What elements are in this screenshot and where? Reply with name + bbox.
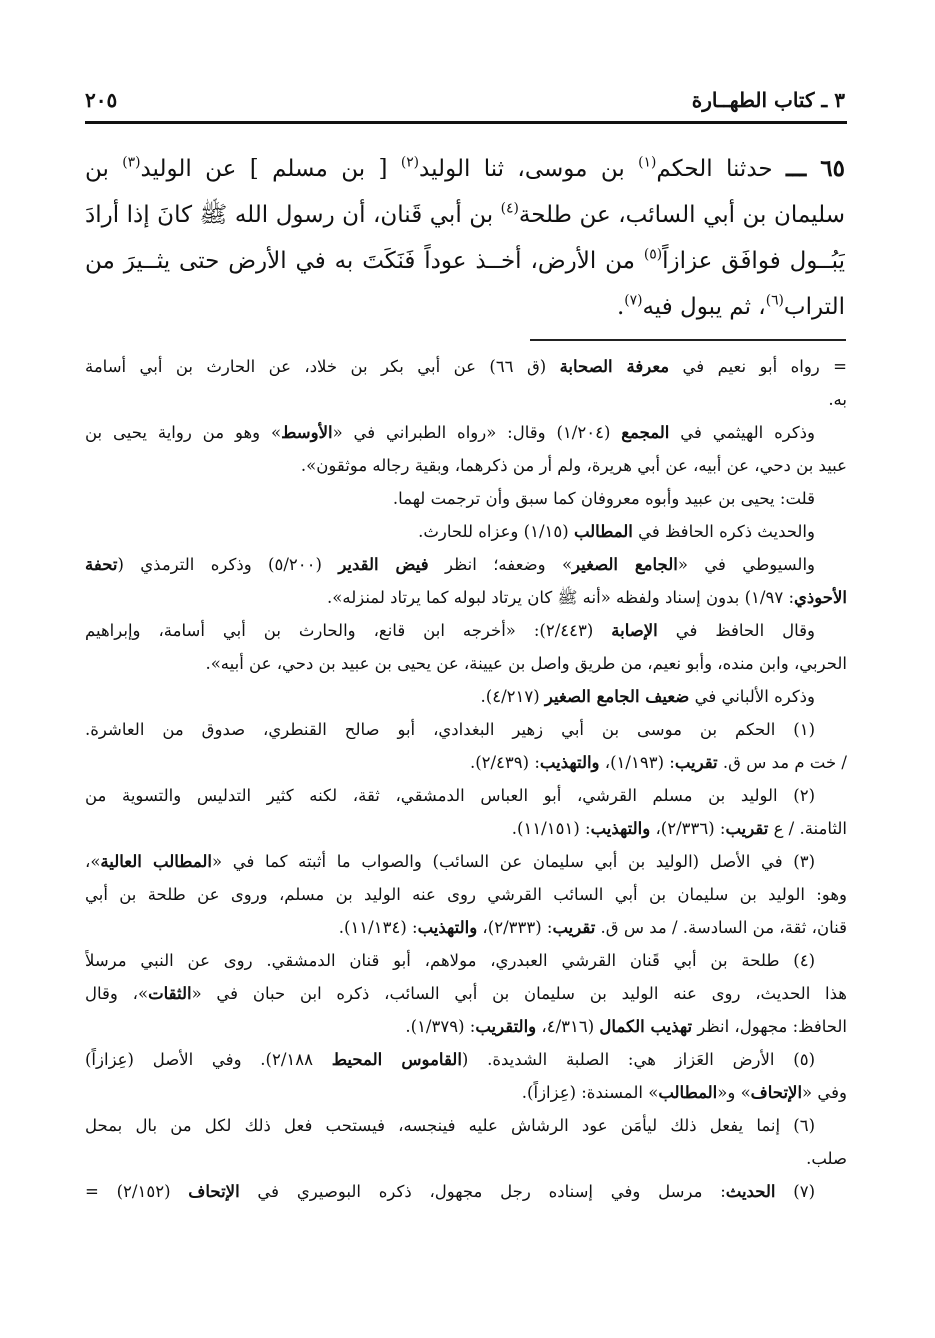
footnote-line (85, 647, 847, 680)
footnote-line (85, 350, 847, 383)
bold-reference: الإصابة (611, 621, 658, 640)
text-segment: قنان، ثقة، من السادسة. / مد س ق. (595, 918, 847, 937)
bold-reference: تهذيب الكمال (599, 1017, 693, 1036)
bold-reference: والتهذيب (417, 918, 478, 937)
footnote-line (85, 449, 847, 482)
text-segment: : (٢/٣٣٦)، (650, 819, 726, 838)
footnote-separator (530, 339, 846, 341)
footnote-line (85, 977, 847, 1010)
bold-reference: معرفة الصحابة (559, 357, 670, 376)
footnote-line (85, 581, 847, 614)
bold-reference: الثقات (148, 984, 192, 1003)
text-segment: (٥/٢٠٠) وذكره الترمذي ( (117, 555, 339, 574)
footnote-marker: (٢) (400, 154, 420, 171)
text-segment: »، (85, 852, 101, 871)
text-segment: (٢/٤٤٣): «أخرجه ابن قانع، والحارث بن أبي أسامة، وإبراهيم (85, 621, 612, 640)
footnote-marker: (١) (638, 154, 657, 171)
text-segment: : مرسل وفي إسناده رجل مجهول، ذكره البوصيري في (239, 1182, 726, 1201)
text-segment: ، ثم يبول فيه (642, 294, 766, 320)
text-segment: ٢/١٨٨). وفي الأصل (عِزازاً) (85, 1050, 332, 1069)
bold-reference: فيض القدير (338, 555, 429, 574)
hadith-line (85, 192, 845, 238)
chapter-title: ٣ ـ كتاب الطهــارة (691, 88, 845, 112)
footnote-line (85, 1010, 847, 1043)
text-segment: بن (85, 156, 123, 182)
footnote-line (85, 1076, 847, 1109)
text-segment: : (٢/٤٣٩). (469, 753, 540, 772)
footnote-line (85, 482, 847, 515)
footnote-line (85, 548, 847, 581)
text-segment: » و« (717, 1083, 751, 1102)
bold-reference: القاموس المحيط (331, 1050, 462, 1069)
footnote-line (85, 614, 847, 647)
hadith-line (85, 284, 845, 330)
footnote-line (85, 680, 847, 713)
text-segment: » وهو من رواية يحيى بن (85, 423, 282, 442)
bold-reference: والتقريب (475, 1017, 537, 1036)
text-segment: (١/١٥) وعزاه للحارث. (418, 522, 574, 541)
footnote-marker: (٤) (500, 200, 519, 217)
bold-reference: ٦٥ ـــ (786, 155, 845, 182)
text-segment: = رواه أبو نعيم في (669, 357, 847, 376)
text-segment: (١) الحكم بن موسى بن أبي زهير البغدادي، أبو صالح القنطري، صدوق من العاشرة. (85, 720, 815, 739)
footnote-line (85, 383, 847, 416)
footnote-line (85, 911, 847, 944)
text-segment: (١/٢٠٤) وقال: «رواه الطبراني في « (332, 423, 622, 442)
bold-reference: المطالب العالية (100, 852, 212, 871)
text-segment: (٧) (775, 1182, 816, 1201)
text-segment: (٦) إنما يفعل ذلك ليأمَن عود الرشاش عليه فينجسه، فيستحب فعل ذلك لكل من بال بمحل (85, 1116, 815, 1135)
hadith-line (85, 146, 845, 192)
bold-reference: الحديث (725, 1182, 776, 1201)
footnote-line (85, 746, 847, 779)
text-segment: سليمان بن أبي السائب، عن طلحة (518, 202, 845, 228)
text-segment: وفي « (802, 1083, 847, 1102)
bold-reference: الأوسط (281, 423, 333, 442)
text-segment: صلب. (806, 1149, 847, 1168)
footnote-line (85, 1142, 847, 1175)
footnote-line (85, 812, 847, 845)
footnote-line (85, 515, 847, 548)
footnote-line (85, 779, 847, 812)
bold-reference: المطالب (658, 1083, 718, 1102)
text-segment: الحافظ: مجهول، انظر (692, 1017, 847, 1036)
footnote-line (85, 1043, 847, 1076)
text-segment: (٢) الوليد بن مسلم القرشي، أبو العباس الدمشقي، ثقة، لكنه كثير التدليس والتسوية من (85, 786, 815, 805)
text-segment: بن موسى، ثنا الوليد (419, 156, 639, 182)
bold-reference: الجامع الصغير (572, 555, 678, 574)
text-segment: يَبُــول فوافَق عزازاً (662, 248, 845, 274)
text-segment: : (١/١٩٣)، (599, 753, 675, 772)
text-segment: (٤/٢١٧). (480, 687, 545, 706)
bold-reference: الإتحاف (750, 1083, 803, 1102)
footnote-line (85, 1175, 847, 1208)
text-segment: وذكره الألباني في (689, 687, 815, 706)
footnote-line (85, 878, 847, 911)
text-segment: (٤) طلحة بن أبي قَنان القرشي العبدري، مولاهم، أبو قنان الدمشقي. روى عن النبي مرسلاً (85, 951, 815, 970)
hadith-line (85, 238, 845, 284)
footnote-line (85, 416, 847, 449)
bold-reference: المجمع (621, 423, 670, 442)
text-segment: »، وقال (85, 984, 149, 1003)
text-segment: به. (828, 390, 847, 409)
text-segment: : (١١/١٥١). (511, 819, 591, 838)
text-segment: وهو: الوليد بن سليمان بن أبي السائب القرشي روى عنه الوليد بن مسلم، وروى عن طلحة بن أبي (85, 885, 847, 904)
text-segment: قلت: يحيى بن عبيد وأبوه معروفان كما سبق وأن ترجمت لهما. (392, 489, 815, 508)
text-segment: من الأرض، أخــذ عوداً فَنَكَتَ به في الأرض حتى يثــيرَ من (85, 248, 644, 274)
text-segment: الثامنة. / ع (768, 819, 847, 838)
text-segment: (ق ٦٦) عن أبي بكر بن خلاد، عن الحارث بن أبي أسامة (85, 357, 560, 376)
footnote-line (85, 845, 847, 878)
page-number: ٢٠٥ (85, 88, 118, 112)
bold-reference: تقريب (725, 819, 769, 838)
footnote-marker: (٧) (624, 292, 643, 309)
text-segment: عبيد بن دحي، عن أبيه، عن أبي هريرة، ولم أر من ذكرهما، وبقية رجاله موثقون». (300, 456, 847, 475)
footnote-marker: (٥) (643, 246, 663, 263)
text-segment: » المسندة: (عِزازاً). (521, 1083, 659, 1102)
text-segment: (٢/١٥٢) = (85, 1182, 189, 1201)
text-segment: والسيوطي في « (677, 555, 815, 574)
text-segment: : ١/٩٧) بدون إسناد ولفظه «أنه ﷺ كان يرتاد لبوله كما يرتاد لمنزله». (327, 588, 795, 607)
text-segment: والحديث ذكره الحافظ في (632, 522, 815, 541)
text-segment: التراب (783, 294, 845, 320)
footnote-marker: (٣) (122, 154, 141, 171)
text-segment: هذا الحديث، روى عنه الوليد بن سليمان بن أبي السائب، ذكره ابن حبان في « (191, 984, 847, 1003)
bold-reference: تقريب (674, 753, 718, 772)
bold-reference: ضعيف الجامع الصغير (544, 687, 690, 706)
text-segment: الحربي، وابن منده، وأبو نعيم، من طريق واصل بن عيينة، عن يحيى بن عبيد بن دحي، عن أبيه». (205, 654, 847, 673)
text-segment: (٥) الأرض العَزاز هي: الصلبة الشديدة. ( (461, 1050, 815, 1069)
running-header (85, 88, 845, 118)
footnote-line (85, 713, 847, 746)
header-rule (85, 121, 847, 124)
text-segment: (٤/٣١٦، (536, 1017, 600, 1036)
text-segment: : (١١/١٣٤). (338, 918, 418, 937)
text-segment: [ بن مسلم ] عن الوليد (140, 156, 401, 182)
footnote-line (85, 944, 847, 977)
text-segment: . (616, 294, 625, 320)
text-segment: بن أبي قَنان، أن رسول الله ﷺ كانَ إذا أرادَ (85, 202, 494, 228)
bold-reference: الإتحاف (188, 1182, 240, 1201)
text-segment: حدثنا الحكم (656, 156, 786, 182)
text-segment: » وضعفه؛ انظر (428, 555, 573, 574)
bold-reference: تحفة (85, 555, 118, 574)
bold-reference: والتهذيب (590, 819, 651, 838)
footnotes (85, 350, 847, 1208)
text-segment: وذكره الهيثمي في (669, 423, 816, 442)
hadith-text (85, 146, 845, 330)
text-segment: : (١/٣٧٩). (405, 1017, 476, 1036)
footnote-line (85, 1109, 847, 1142)
bold-reference: الأحوذي (794, 588, 847, 607)
bold-reference: تقريب (552, 918, 596, 937)
text-segment: / خت م مد س ق. (717, 753, 847, 772)
footnote-marker: (٦) (765, 292, 784, 309)
text-segment: : (٢/٣٣٣)، (477, 918, 553, 937)
bold-reference: المطالب (573, 522, 633, 541)
bold-reference: والتهذيب (539, 753, 600, 772)
text-segment: وقال الحافظ في (657, 621, 815, 640)
text-segment: (٣) في الأصل (الوليد بن أبي سليمان عن السائب) والصواب ما أثبته كما في « (211, 852, 815, 871)
